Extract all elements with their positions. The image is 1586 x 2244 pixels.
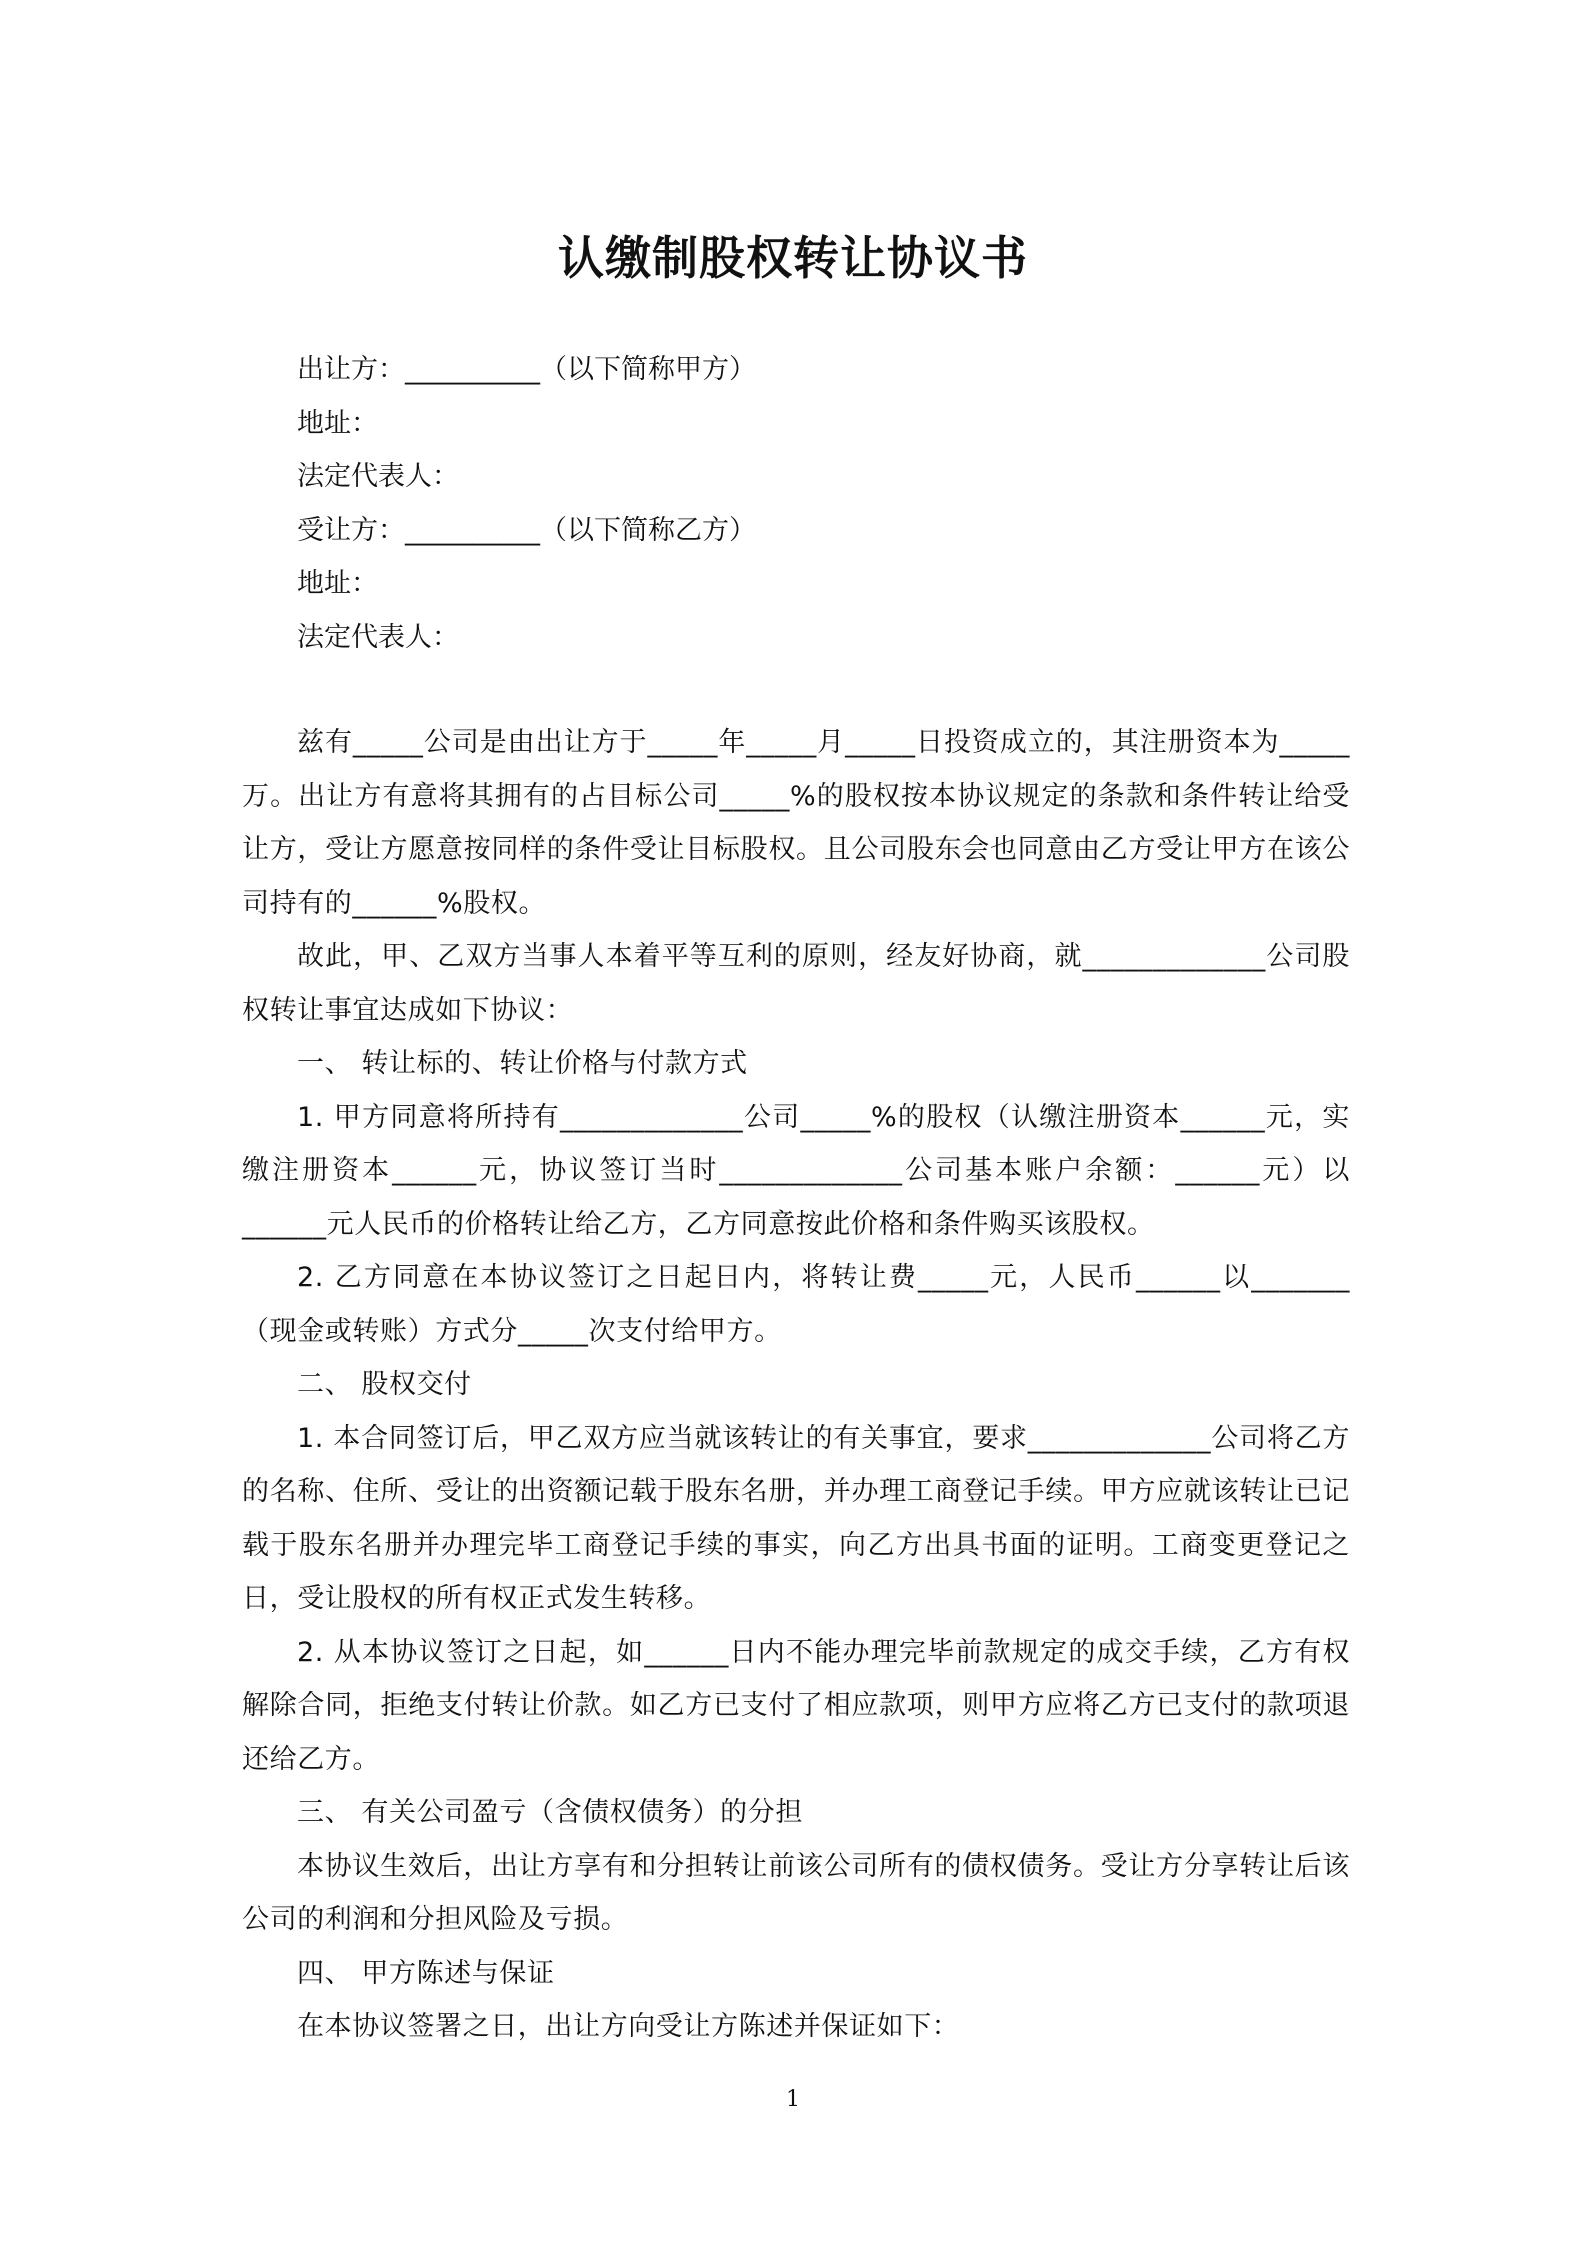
clause-1-2: 2. 乙方同意在本协议签订之日起日内，将转让费_____元，人民币______以_______（现金或转账）方式分_____次支付给甲方。 [242,1262,1350,1347]
section-heading-1: 一、 转让标的、转让价格与付款方式 [297,1048,748,1079]
party-transferee-address: 地址： [297,568,378,599]
section-heading-4: 四、 甲方陈述与保证 [297,1957,555,1989]
parties-block [297,343,1357,664]
party-transferor-address: 地址： [297,407,378,439]
clause-3: 本协议生效后，出让方享有和分担转让前该公司所有的债权债务。受让方分享转让后该公司的利润和分担风险及亏损。 [242,1850,1350,1935]
clause-2-2: 2. 从本协议签订之日起，如______日内不能办理完毕前款规定的成交手续，乙方有权解除合同，拒绝支付转让价款。如乙方已支付了相应款项，则甲方应将乙方已支付的款项退还给乙方。 [242,1636,1350,1775]
clause-1-1: 1. 甲方同意将所持有_____________公司_____%的股权（认缴注册资本______元，实缴注册资本______元，协议签订当时_____________公司基本账户余额：______元）以______元人民币的价格转让给乙方，乙方同意按此价格和条件购买该股权。 [242,1101,1350,1240]
document-body [242,716,1350,2054]
party-transferor-line: 出让方：__________（以下简称甲方） [297,354,756,385]
party-transferee-representative: 法定代表人： [297,621,459,653]
paragraph-consultation: 故此，甲、乙双方当事人本着平等互利的原则，经友好协商，就_____________公司股权转让事宜达成如下协议： [242,941,1350,1026]
section-heading-2: 二、 股权交付 [297,1369,472,1400]
party-transferor-representative: 法定代表人： [297,461,459,492]
clause-2-1: 1. 本合同签订后，甲乙双方应当就该转让的有关事宜，要求_____________公司将乙方的名称、住所、受让的出资额记载于股东名册，并办理工商登记手续。甲方应就该转让已记载于股东名册并办理完毕工商登记手续的事实，向乙方出具书面的证明。工商变更登记之日，受让股权的所有权正式发生转移。 [242,1422,1350,1614]
page-number: 1 [786,2087,800,2112]
paragraph-preamble: 兹有_____公司是由出让方于_____年_____月_____日投资成立的，其注册资本为_____万。出让方有意将其拥有的占目标公司_____%的股权按本协议规定的条款和条件转让给受让方，受让方愿意按同样的条件受让目标股权。且公司股东会也同意由乙方受让甲方在该公司持有的______%股权。 [242,727,1350,919]
document-title: 认缴制股权转让协议书 [558,231,1028,285]
section-heading-3: 三、 有关公司盈亏（含债权债务）的分担 [297,1797,803,1828]
party-transferee-line: 受让方：__________（以下简称乙方） [297,514,756,546]
clause-4-intro: 在本协议签署之日，出让方向受让方陈述并保证如下： [297,2011,960,2042]
